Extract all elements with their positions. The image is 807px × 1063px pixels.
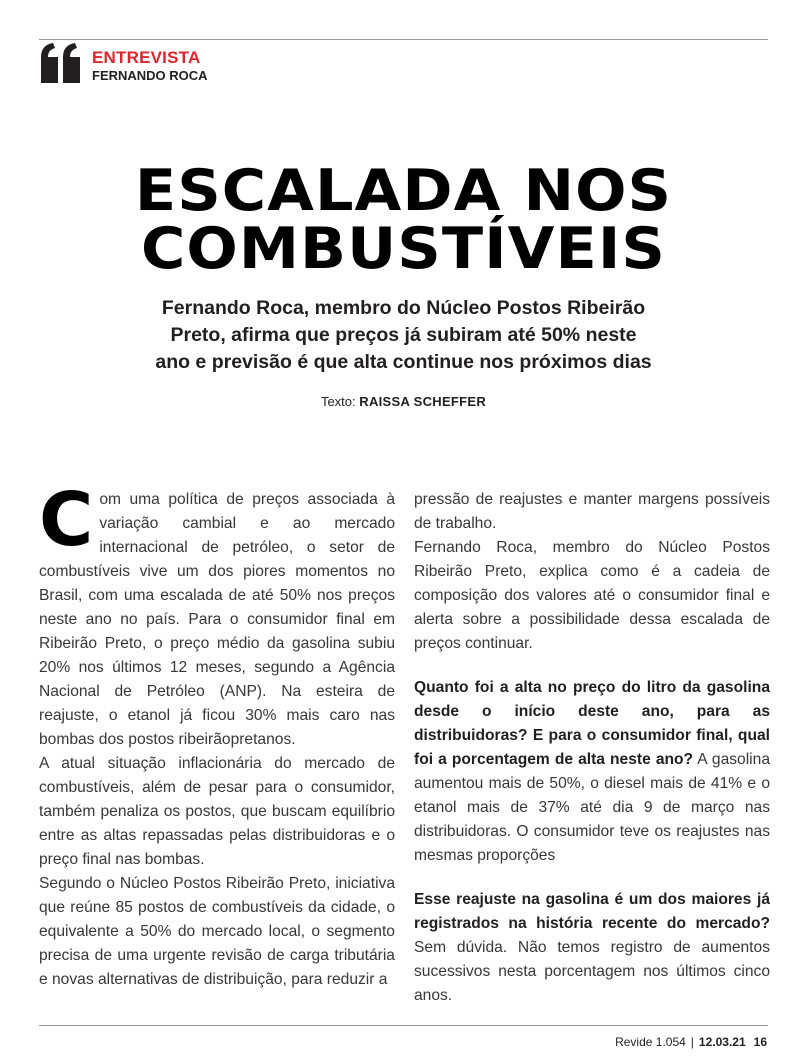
- page-footer: [615, 1035, 767, 1049]
- body-paragraph: Segundo o Núcleo Postos Ribeirão Preto, iniciativa que reúne 85 postos de combustíveis da cidade, o equivalente a 50% do mercado local, o segmento precisa de uma urgente revisão de carga tributária e novas alternativas de distribuição, para reduzir a: [39, 875, 395, 988]
- answer-text: A gasolina aumentou mais de 50%, o diesel mais de 41% e o etanol mais de 37% até dia 9 de março nas distribuidoras. O consumidor teve os reajustes nas mesmas proporções: [414, 751, 770, 864]
- top-rule: [39, 39, 768, 40]
- question-text: Quanto foi a alta no preço do litro da gasolina desde o início deste ano, para as distribuidoras? E para o consumidor final, qual foi a porcentagem de alta neste ano?: [414, 679, 770, 768]
- body-paragraph: A atual situação inflacionária do mercado de combustíveis, além de pesar para o consumidor, também penaliza os postos, que buscam equilíbrio entre as altas repassadas pelas distribuidoras e o preço final nas bombas.: [39, 755, 395, 868]
- section-interviewee: FERNANDO ROCA: [92, 68, 208, 83]
- byline-prefix: Texto:: [320, 394, 356, 409]
- deck-line-1: Fernando Roca, membro do Núcleo Postos Ribeirão: [161, 297, 646, 319]
- qa-block-1: [414, 676, 770, 868]
- bottom-rule: [39, 1025, 768, 1026]
- headline-line-1: ESCALADA NOS: [134, 158, 673, 224]
- drop-cap: C: [39, 477, 94, 563]
- footer-separator: |: [690, 1035, 694, 1049]
- answer-text: Sem dúvida. Não temos registro de aumentos sucessivos nesta porcentagem nos últimos cinco anos.: [414, 939, 770, 1004]
- body-paragraph: [39, 477, 395, 752]
- headline-line-2: COMBUSTÍVEIS: [141, 216, 666, 282]
- section-label: ENTREVISTA: [92, 48, 201, 67]
- byline-author: RAISSA SCHEFFER: [359, 394, 487, 409]
- page-number: 16: [753, 1035, 767, 1049]
- byline: [0, 394, 807, 409]
- deck-line-3: ano e previsão é que alta continue nos próximos dias: [155, 351, 652, 373]
- footer-magazine: Revide 1.054: [615, 1035, 686, 1049]
- question-text: Esse reajuste na gasolina é um dos maiores já registrados na história recente do mercado?: [414, 891, 770, 932]
- deck-line-2: Preto, afirma que preços já subiram até 50% neste: [170, 324, 637, 346]
- body-column-right: [414, 488, 770, 1008]
- body-paragraph: Fernando Roca, membro do Núcleo Postos Ribeirão Preto, explica como é a cadeia de composição dos valores até o consumidor final e alerta sobre a possibilidade dessa escalada de preços continuar.: [414, 539, 770, 652]
- qa-block-2: [414, 888, 770, 1008]
- footer-date: 12.03.21: [698, 1035, 746, 1049]
- quote-mark-icon: [38, 41, 84, 85]
- body-column-left: [39, 477, 395, 992]
- paragraph-text: om uma política de preços associada à variação cambial e ao mercado internacional de petróleo, o setor de combustíveis vive um dos piores momentos no Brasil, com uma escalada de até 50% nos preços neste ano no país. Para o consumidor final em Ribeirão Preto, o preço médio da gasolina subiu 20% nos últimos 12 meses, segundo a Agência Nacional de Petróleo (ANP). Na esteira de reajuste, o etanol já ficou 30% mais caro nas bombas dos postos ribeirãopretanos.: [39, 491, 395, 748]
- body-paragraph: pressão de reajustes e manter margens possíveis de trabalho.: [414, 491, 770, 532]
